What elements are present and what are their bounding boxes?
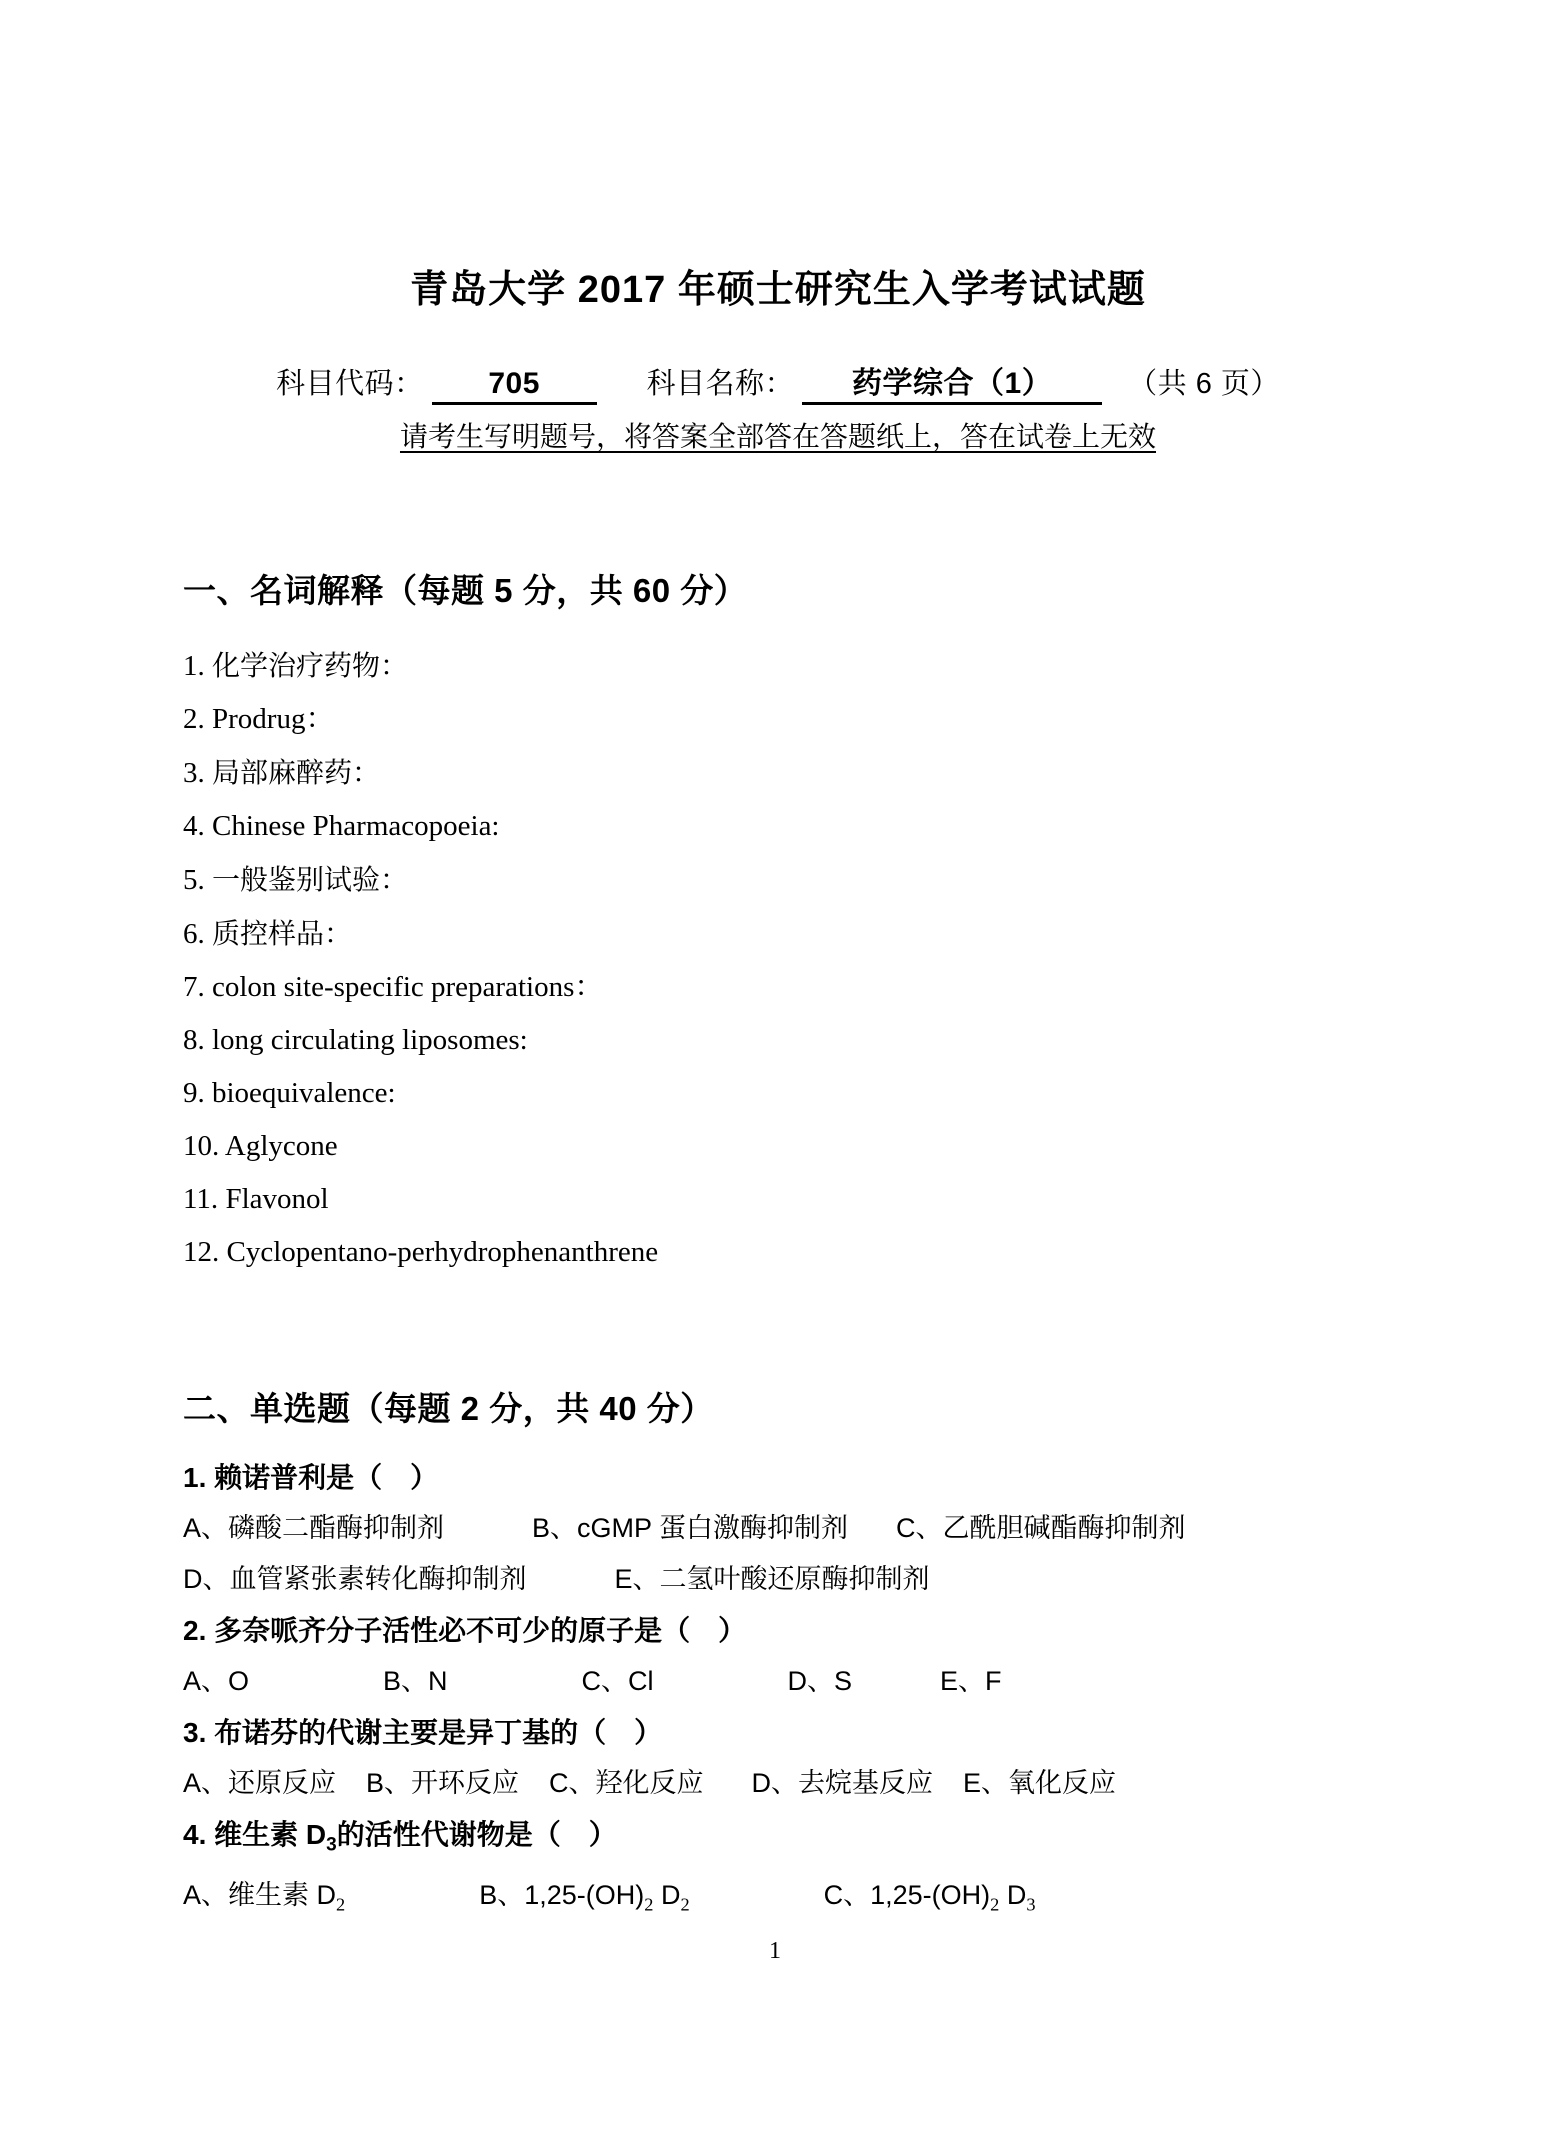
option-row: [183, 1656, 1373, 1707]
item-number: 11.: [183, 1182, 219, 1215]
item-text: bioequivalence:: [212, 1076, 396, 1109]
option-b[interactable]: B、N: [383, 1665, 448, 1696]
option-c-subscript: 2: [990, 1894, 1000, 1915]
section-heading-multiple-choice: 二、单选题（每题 2 分，共 40 分）: [183, 1389, 714, 1427]
item-number: 6.: [183, 917, 205, 950]
list-item: [183, 800, 1373, 853]
list-item: [183, 1014, 1373, 1067]
option-b-subscript: 2: [644, 1894, 654, 1915]
list-item: [183, 693, 1373, 746]
option-c[interactable]: [823, 1880, 1036, 1915]
item-number: 9.: [183, 1076, 205, 1109]
option-b-label: B、1,25-(OH): [479, 1880, 645, 1911]
option-d[interactable]: D、去烷基反应: [751, 1767, 934, 1798]
option-e[interactable]: E、二氢叶酸还原酶抑制剂: [614, 1563, 930, 1594]
option-b[interactable]: B、cGMP 蛋白激酶抑制剂: [532, 1512, 849, 1543]
item-number: 5.: [183, 863, 205, 896]
item-number: 7.: [183, 970, 205, 1003]
question-4: [183, 1809, 1373, 1931]
page-title: 青岛大学 2017 年硕士研究生入学考试试题: [410, 269, 1146, 311]
option-a[interactable]: A、磷酸二酯酶抑制剂: [183, 1512, 445, 1543]
question-stem: 2. 多奈哌齐分子活性必不可少的原子是（ ）: [183, 1614, 747, 1646]
list-item: [183, 746, 1373, 800]
section-heading-terms: 一、名词解释（每题 5 分，共 60 分）: [183, 571, 748, 609]
item-number: 8.: [183, 1023, 205, 1056]
list-item: [183, 853, 1373, 907]
option-b[interactable]: B、开环反应: [366, 1767, 520, 1798]
item-number: 10.: [183, 1129, 220, 1162]
multiple-choice-list: [183, 1452, 1373, 1931]
page-content: [183, 0, 1373, 1930]
list-item: [183, 1226, 1373, 1279]
item-text: Aglycone: [224, 1129, 338, 1162]
item-number: 4.: [183, 809, 205, 842]
option-b-tail-subscript: 2: [680, 1894, 690, 1915]
item-text: Flavonol: [225, 1182, 329, 1215]
subject-code-label: 科目代码：: [276, 368, 424, 400]
question-stem-suffix: 的活性代谢物是（ ）: [336, 1818, 617, 1850]
option-c[interactable]: C、羟化反应: [549, 1767, 704, 1798]
question-3: [183, 1707, 1373, 1809]
list-item: [183, 1120, 1373, 1173]
list-item: [183, 1067, 1373, 1120]
option-a[interactable]: A、还原反应: [183, 1767, 337, 1798]
question-1: [183, 1452, 1373, 1605]
option-row: [183, 1503, 1373, 1554]
exam-meta-line: [183, 361, 1373, 405]
item-number: 3.: [183, 756, 205, 789]
subject-name-value: 药学综合（1）: [802, 368, 1102, 405]
option-b-tail: D: [653, 1880, 681, 1911]
option-a[interactable]: [183, 1880, 346, 1915]
item-text: Prodrug：: [212, 702, 335, 735]
item-text: Chinese Pharmacopoeia:: [212, 809, 500, 842]
exam-instruction: 请考生写明题号，将答案全部答在答题纸上，答在试卷上无效: [399, 420, 1156, 452]
option-c-tail: D: [999, 1880, 1027, 1911]
item-number: 1.: [183, 649, 205, 682]
option-row: [183, 1758, 1373, 1809]
question-stem: 3. 布诺芬的代谢主要是异丁基的（ ）: [183, 1716, 663, 1748]
question-stem-prefix: 4. 维生素 D: [183, 1818, 327, 1850]
page-count: （共 6 页）: [1128, 368, 1280, 400]
term-definition-list: [183, 639, 1373, 1279]
option-e[interactable]: E、氧化反应: [963, 1767, 1117, 1798]
subject-name-label: 科目名称：: [646, 368, 795, 400]
option-a-label: A、维生素 D: [183, 1880, 337, 1911]
list-item: [183, 961, 1373, 1014]
item-text: 一般鉴别试验：: [212, 863, 409, 895]
option-a[interactable]: A、O: [183, 1665, 250, 1696]
item-text: 局部麻醉药：: [212, 756, 381, 788]
question-stem-subscript: 3: [326, 1834, 337, 1856]
question-2: [183, 1605, 1373, 1707]
option-row: [183, 1870, 1373, 1930]
option-c-label: C、1,25-(OH): [823, 1880, 991, 1911]
item-text: Cyclopentano-perhydrophenanthrene: [226, 1235, 659, 1268]
question-stem: 1. 赖诺普利是（ ）: [183, 1461, 439, 1493]
option-c-tail-subscript: 3: [1026, 1894, 1036, 1915]
option-e[interactable]: E、F: [940, 1665, 1002, 1696]
item-number: 12.: [183, 1235, 220, 1268]
item-text: 质控样品：: [212, 917, 353, 949]
item-number: 2.: [183, 702, 205, 735]
option-d[interactable]: D、血管紧张素转化酶抑制剂: [183, 1563, 527, 1594]
option-c[interactable]: C、Cl: [581, 1665, 654, 1696]
list-item: [183, 1173, 1373, 1226]
option-d[interactable]: D、S: [787, 1665, 853, 1696]
list-item: [183, 907, 1373, 961]
list-item: [183, 639, 1373, 693]
page-number: 1: [769, 1938, 781, 1964]
option-c[interactable]: C、乙酰胆碱酯酶抑制剂: [896, 1512, 1186, 1543]
subject-code-value: 705: [432, 368, 597, 405]
question-stem: [183, 1809, 1373, 1871]
option-row: [183, 1554, 1373, 1605]
item-text: 化学治疗药物：: [212, 649, 409, 681]
option-b[interactable]: [479, 1880, 690, 1915]
item-text: long circulating liposomes:: [212, 1023, 528, 1056]
item-text: colon site-specific preparations：: [212, 970, 604, 1003]
option-a-subscript: 2: [336, 1894, 346, 1915]
